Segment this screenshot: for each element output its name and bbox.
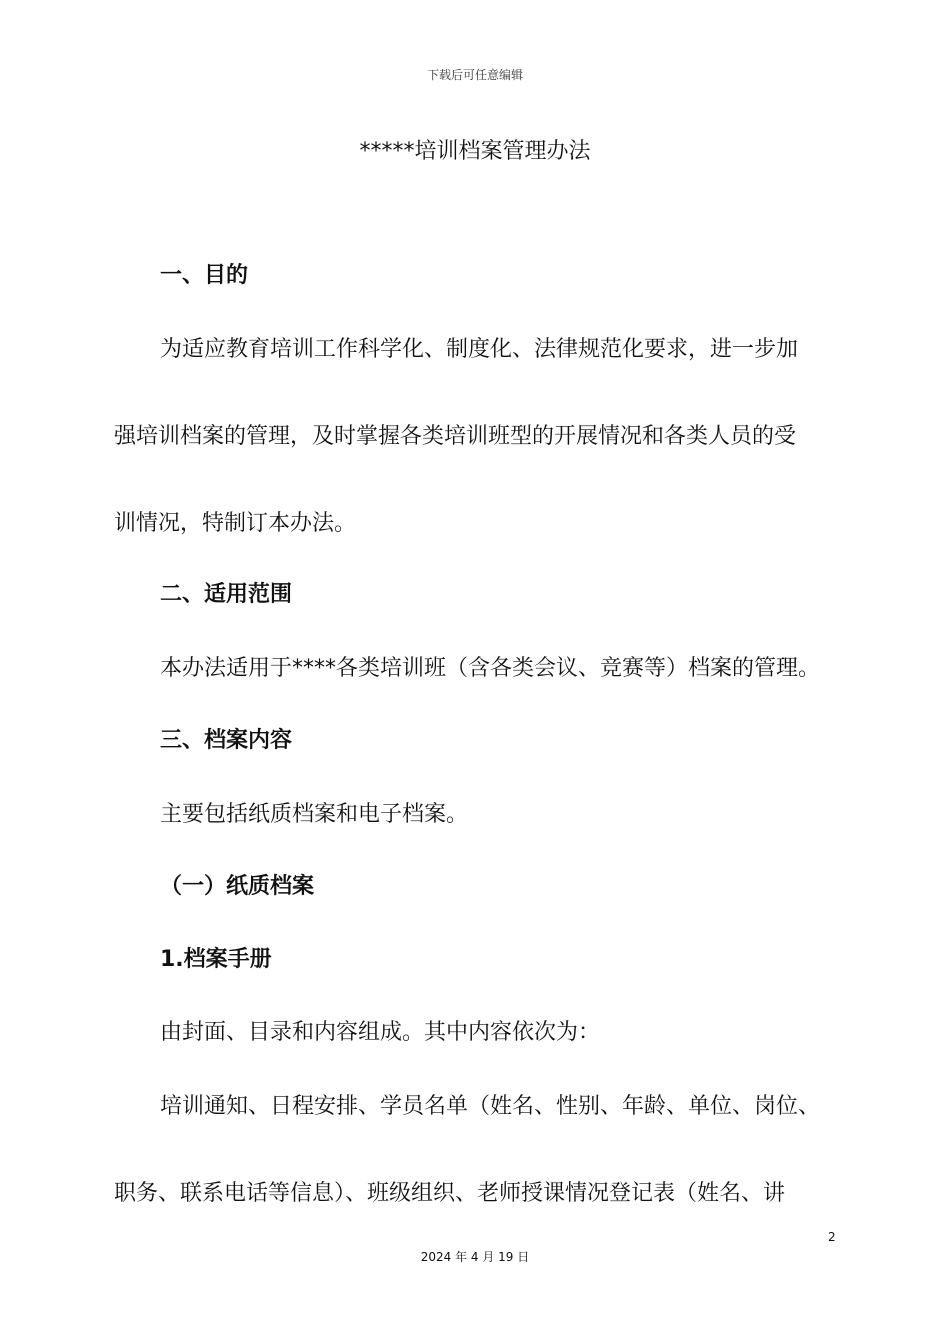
footer-date: 2024 年 4 月 19 日 bbox=[420, 1250, 530, 1264]
page-number: 2 bbox=[828, 1230, 836, 1244]
subsection-heading-paper-archives: （一）纸质档案 bbox=[160, 874, 315, 899]
section-heading-content: 三、档案内容 bbox=[160, 728, 293, 753]
section-heading-purpose: 一、目的 bbox=[160, 263, 249, 288]
paragraph-line: 为适应教育培训工作科学化、制度化、法律规范化要求，进一步加 bbox=[160, 337, 799, 362]
paragraph-line: 本办法适用于****各类培训班（含各类会议、竞赛等）档案的管理。 bbox=[160, 656, 821, 681]
header-note: 下载后可任意编辑 bbox=[426, 68, 523, 82]
paragraph-line: 主要包括纸质档案和电子档案。 bbox=[160, 802, 469, 827]
paragraph-line: 职务、联系电话等信息）、班级组织、老师授课情况登记表（姓名、讲 bbox=[114, 1181, 786, 1206]
paragraph-line: 由封面、目录和内容组成。其中内容依次为： bbox=[160, 1020, 601, 1045]
paragraph-line: 培训通知、日程安排、学员名单（姓名、性别、年龄、单位、岗位、 bbox=[160, 1094, 821, 1119]
paragraph-line: 强培训档案的管理，及时掌握各类培训班型的开展情况和各类人员的受 bbox=[114, 424, 797, 449]
section-heading-scope: 二、适用范围 bbox=[160, 582, 293, 607]
paragraph-line: 训情况，特制订本办法。 bbox=[114, 511, 357, 536]
document-title: *****培训档案管理办法 bbox=[359, 139, 591, 164]
item-heading-archive-manual: 1.档案手册 bbox=[160, 947, 272, 972]
